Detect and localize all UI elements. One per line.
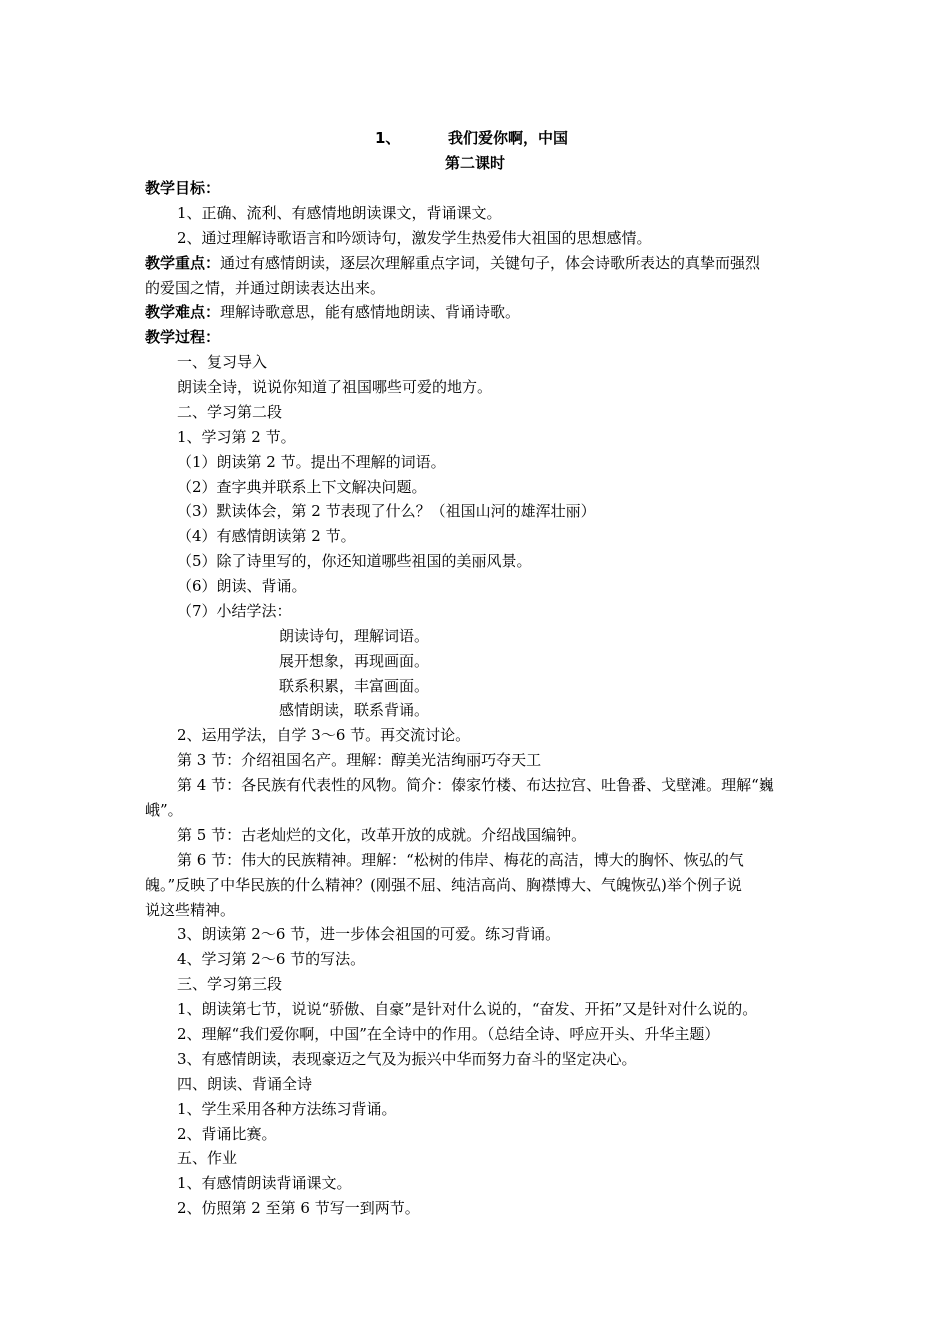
key-point-text: 通过有感情朗读，逐层次理解重点字词，关键句子，体会诗歌所表达的真挚而强烈 bbox=[220, 254, 761, 272]
objective-item: 2、通过理解诗歌语言和吟颂诗句，激发学生热爱伟大祖国的思想感情。 bbox=[177, 229, 652, 247]
process-line: 第 6 节：伟大的民族精神。理解：“松树的伟岸、梅花的高洁，博大的胸怀、恢弘的气 bbox=[177, 851, 744, 869]
process-line: 一、复习导入 bbox=[177, 353, 268, 371]
process-line: 说这些精神。 bbox=[145, 901, 236, 919]
process-line: 2、背诵比赛。 bbox=[177, 1125, 277, 1143]
process-line: （3）默读体会，第 2 节表现了什么？（祖国山河的雄浑壮丽） bbox=[177, 502, 596, 520]
process-line: 3、有感情朗读，表现豪迈之气及为振兴中华而努力奋斗的坚定决心。 bbox=[177, 1050, 637, 1068]
process-line: 二、学习第二段 bbox=[177, 403, 283, 421]
lesson-number: 1、 bbox=[375, 129, 401, 147]
process-line: （7）小结学法： bbox=[177, 602, 292, 620]
method-line: 展开想象，再现画面。 bbox=[279, 652, 430, 670]
key-point-continued: 的爱国之情，并通过朗读表达出来。 bbox=[145, 279, 386, 297]
process-line: （5）除了诗里写的，你还知道哪些祖国的美丽风景。 bbox=[177, 552, 532, 570]
process-line: （1）朗读第 2 节。提出不理解的词语。 bbox=[177, 453, 446, 471]
process-heading: 教学过程： bbox=[145, 328, 221, 346]
method-line: 朗读诗句，理解词语。 bbox=[279, 627, 430, 645]
process-line: 四、朗读、背诵全诗 bbox=[177, 1075, 313, 1093]
process-line: 1、学习第 2 节。 bbox=[177, 428, 296, 446]
objectives-heading: 教学目标： bbox=[145, 179, 221, 197]
difficulty-label: 教学难点： bbox=[145, 303, 221, 321]
lesson-subtitle: 第二课时 bbox=[444, 154, 505, 172]
process-line: 魄。”反映了中华民族的什么精神？(刚强不屈、纯洁高尚、胸襟博大、气魄恢弘)举个例子说 bbox=[145, 876, 742, 894]
process-line: 三、学习第三段 bbox=[177, 975, 283, 993]
difficulty bbox=[145, 302, 520, 322]
process-line: 第 5 节：古老灿烂的文化，改革开放的成就。介绍战国编钟。 bbox=[177, 826, 587, 844]
difficulty-text: 理解诗歌意思，能有感情地朗读、背诵诗歌。 bbox=[220, 303, 521, 321]
objective-item: 1、正确、流利、有感情地朗读课文，背诵课文。 bbox=[177, 204, 502, 222]
process-line: 第 3 节：介绍祖国名产。理解：醇美光洁绚丽巧夺天工 bbox=[177, 751, 542, 769]
process-line: 1、学生采用各种方法练习背诵。 bbox=[177, 1100, 397, 1118]
process-line: 4、学习第 2～6 节的写法。 bbox=[177, 950, 366, 968]
process-line: （6）朗读、背诵。 bbox=[177, 577, 307, 595]
process-line: 2、仿照第 2 至第 6 节写一到两节。 bbox=[177, 1199, 420, 1217]
lesson-title-text: 我们爱你啊，中国 bbox=[448, 129, 569, 147]
process-line: 2、运用学法，自学 3～6 节。再交流讨论。 bbox=[177, 726, 471, 744]
process-line: 五、作业 bbox=[177, 1149, 238, 1167]
process-line: 1、有感情朗读背诵课文。 bbox=[177, 1174, 352, 1192]
process-line: （2）查字典并联系上下文解决问题。 bbox=[177, 478, 427, 496]
process-line: 2、理解“我们爱你啊，中国”在全诗中的作用。（总结全诗、呼应开头、升华主题） bbox=[177, 1025, 720, 1043]
process-line: 第 4 节：各民族有代表性的风物。简介：傣家竹楼、布达拉宫、吐鲁番、戈壁滩。理解“巍 bbox=[177, 776, 774, 794]
lesson-title bbox=[0, 128, 950, 150]
key-point-label: 教学重点： bbox=[145, 254, 221, 272]
process-line: 1、朗读第七节，说说“骄傲、自豪”是针对什么说的，“奋发、开拓”又是针对什么说的。 bbox=[177, 1000, 758, 1018]
method-line: 感情朗读，联系背诵。 bbox=[279, 701, 430, 719]
method-line: 联系积累，丰富画面。 bbox=[279, 677, 430, 695]
process-line: 3、朗读第 2～6 节，进一步体会祖国的可爱。练习背诵。 bbox=[177, 925, 561, 943]
process-line: 峨”。 bbox=[145, 801, 183, 819]
key-point bbox=[145, 253, 760, 273]
process-line: （4）有感情朗读第 2 节。 bbox=[177, 527, 356, 545]
process-line: 朗读全诗，说说你知道了祖国哪些可爱的地方。 bbox=[177, 378, 493, 396]
